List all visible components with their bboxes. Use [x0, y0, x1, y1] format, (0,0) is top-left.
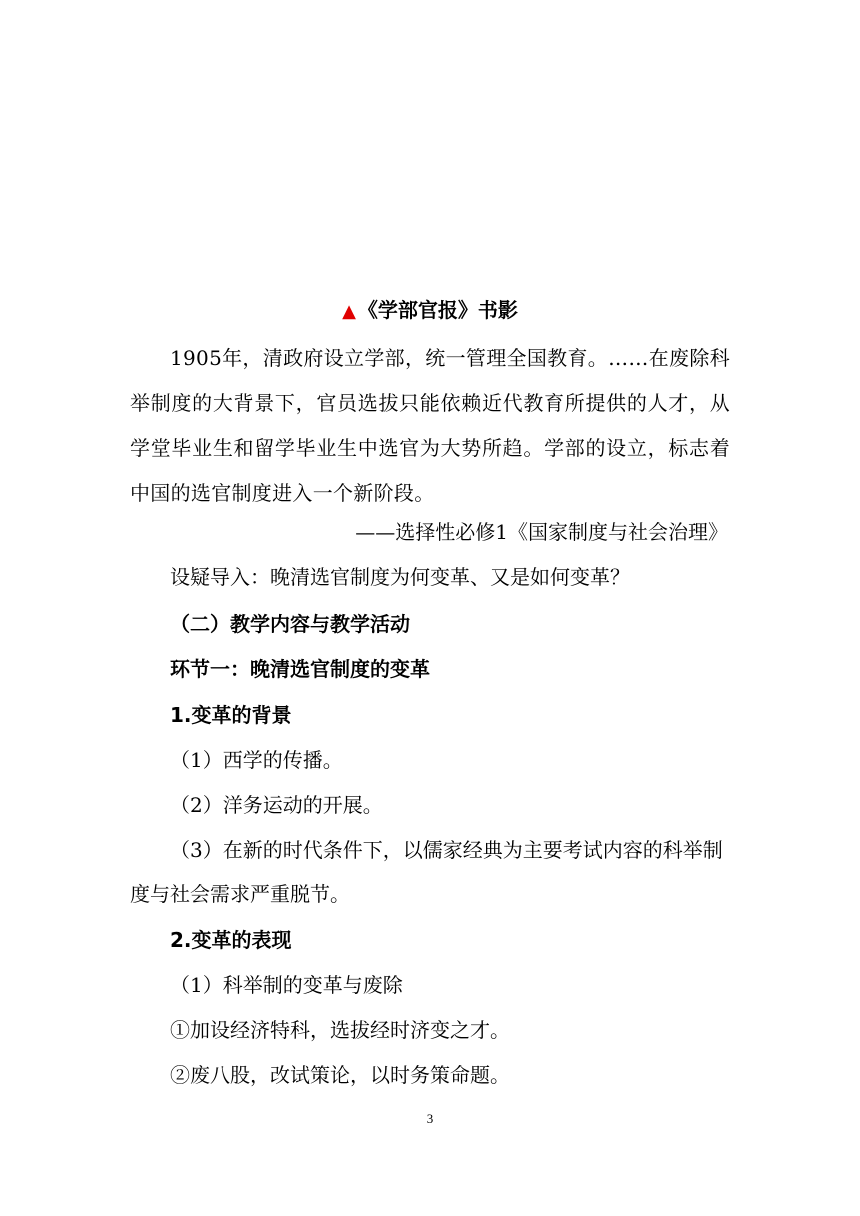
caption-text: 《学部官报》书影	[357, 298, 518, 322]
subsection-heading-background: 1.变革的背景	[170, 703, 292, 727]
intro-paragraph: 1905年，清政府设立学部，统一管理全国教育。……在废除科举制度的大背景下，官员选拔只能依赖近代教育所提供的人才，从学堂毕业生和留学毕业生中选官为大势所趋。学部的设立，标志着中国的选官制度进入一个新阶段。	[130, 346, 730, 505]
background-item-2: （2）洋务运动的开展。	[170, 793, 383, 817]
step-heading: 环节一：晚清选官制度的变革	[170, 657, 430, 681]
background-item-3: （3）在新的时代条件下，以儒家经典为主要考试内容的科举制	[170, 838, 723, 862]
triangle-marker-icon: ▲	[342, 301, 356, 322]
section-heading: （二）教学内容与教学活动	[170, 612, 410, 636]
manifestation-item-1: （1）科举制的变革与废除	[170, 973, 403, 997]
page-number: 3	[426, 1111, 434, 1126]
background-item-1: （1）西学的传播。	[170, 748, 343, 772]
lead-in-question: 设疑导入：晚清选官制度为何变革、又是如何变革？	[170, 565, 630, 589]
manifestation-subitem-2: ②废八股，改试策论，以时务策命题。	[170, 1063, 510, 1087]
subsection-heading-manifestation: 2.变革的表现	[170, 928, 292, 952]
manifestation-subitem-1: ①加设经济特科，选拔经时济变之才。	[170, 1018, 510, 1042]
background-item-3-continued: 度与社会需求严重脱节。	[130, 882, 350, 906]
source-citation: ——选择性必修1《国家制度与社会治理》	[355, 520, 728, 544]
image-caption	[0, 297, 860, 325]
